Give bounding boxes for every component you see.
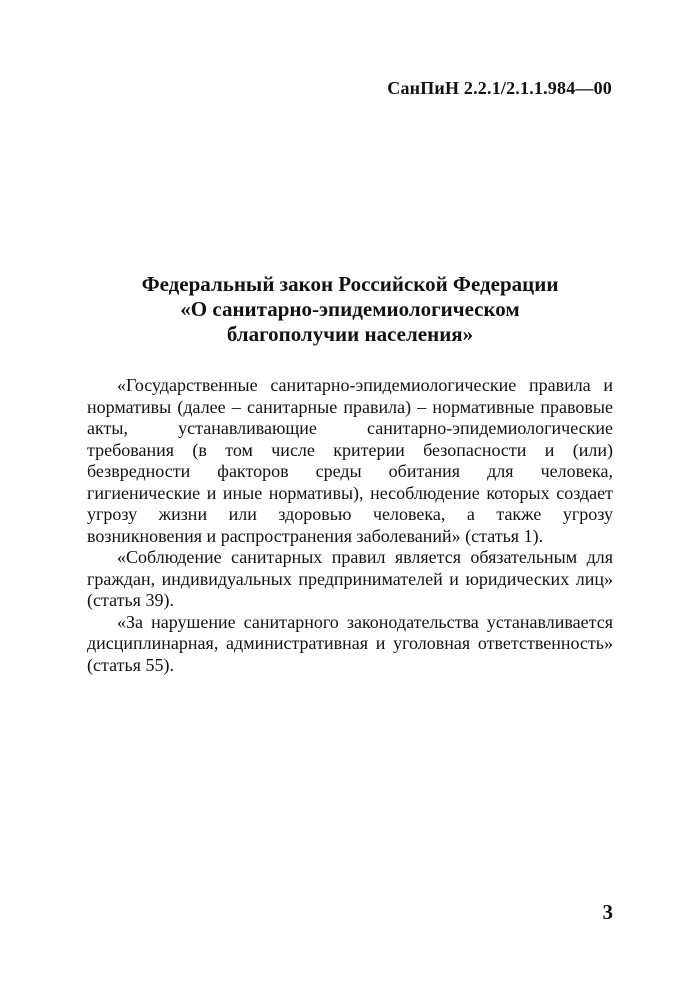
title-line-2: «О санитарно-эпидемиологическом	[180, 297, 520, 321]
title-line-1: Федеральный закон Российской Федерации	[141, 272, 559, 296]
paragraph-article-55: «За нарушение санитарного законодательства устанавливается дисциплинарная, административная и уголовная ответственность» (статья 55).	[87, 611, 613, 675]
document-code: СанПиН 2.2.1/2.1.1.984—00	[387, 78, 612, 98]
page-number: 3	[602, 900, 613, 924]
document-body	[87, 375, 613, 676]
title-line-3: благополучии населения»	[226, 322, 474, 346]
paragraph-article-39: «Соблюдение санитарных правил является обязательным для граждан, индивидуальных предпринимателей и юридических лиц» (статья 39).	[87, 547, 613, 610]
paragraph-article-1: «Государственные санитарно-эпидемиологические правила и нормативы (далее – санитарные правила) – нормативные правовые акты, устанавливающие санитарно-эпидемиологические требования (в том числе критерии безопасности и (или) безвредности факторов среды обитания для человека, гигиенические и иные нормативы), несоблюдение которых создает угрозу жизни или здоровью человека, а также угрозу возникновения и распространения заболеваний» (статья 1).	[87, 375, 613, 546]
document-title	[0, 272, 700, 347]
